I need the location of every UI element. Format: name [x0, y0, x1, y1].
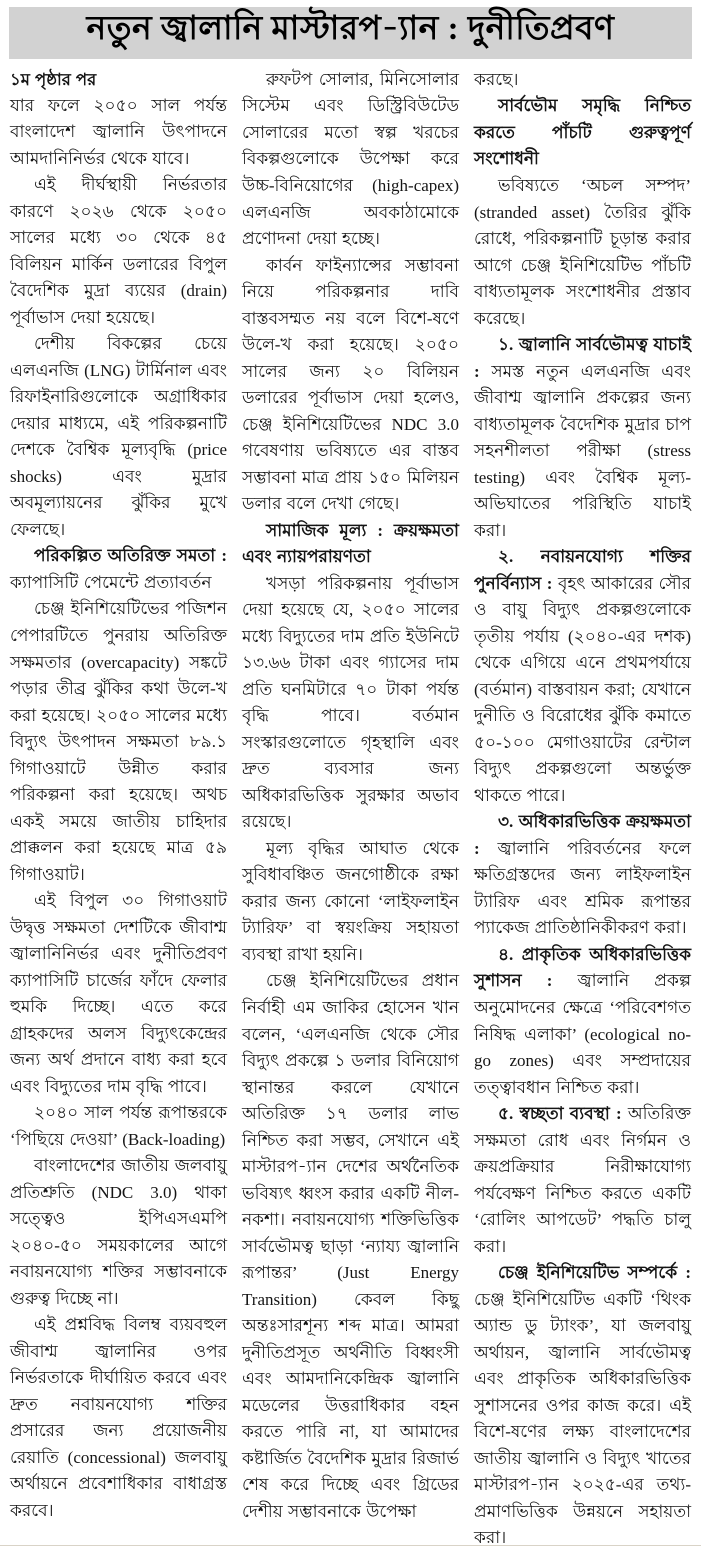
article-paragraph: ৫. স্বচ্ছতা ব্যবস্থা : অতিরিক্ত সক্ষমতা রোধ এবং নির্গমন ও ক্রয়প্রক্রিয়ার নিরীক্ষাযোগ্য পর্যবেক্ষণ নিশ্চিত করতে একটি ‘রোলিং আপডেট’ পদ্ধতি চালু করা। — [474, 1104, 691, 1256]
newspaper-page — [0, 7, 701, 1552]
article-paragraph: বাংলাদেশের জাতীয় জলবায়ু প্রতিশ্রুতি (NDC 3.0) থাকা সত্ত্বেও ইপিএসএমপি ২০৪০-৫০ সময়কালের আগে নবায়নযোগ্য শক্তির সম্ভাবনাকে গুরুত্ব দিচ্ছে না। — [10, 1156, 227, 1308]
section-subhead: সার্বভৌম সমৃদ্ধি নিশ্চিত করতে পাঁচটি গুরুত্বপূর্ণ সংশোধনী — [474, 96, 691, 169]
article-headline: নতুন জ্বালানি মাস্টারপ-্যান : দুনীতিপ্রবণ — [86, 11, 615, 47]
article-paragraph: রুফটপ সোলার, মিনিসোলার সিস্টেম এবং ডিস্ট্রিবিউটেড সোলারের মতো স্বল্প খরচের বিকল্পগুলোকে উপেক্ষা করে উচ্চ-বিনিয়োগের (high-capex) এলএনজি অবকাঠামোকে প্রণোদনা দেয়া হচ্ছে। — [242, 69, 459, 249]
article-paragraph: এই বিপুল ৩০ গিগাওয়াট উদ্বৃত্ত সক্ষমতা দেশটিকে জীবাশ্ম জ্বালানিনির্ভর এবং দুনীতিপ্রবণ ক্যাপাসিটি চার্জের ফাঁদে ফেলার হুমকি দিচ্ছে। এতে করে গ্রাহকদের অলস বিদ্যুৎকেন্দ্রের জন্য অর্থ প্রদানে বাধ্য করা হবে এবং বিদ্যুতের দাম বৃদ্ধি পাবে। — [10, 891, 227, 1096]
article-paragraph: পরিকল্পিত অতিরিক্ত সমতা : ক্যাপাসিটি পেমেন্টে প্রত্যাবর্তন — [10, 546, 227, 592]
paragraph-lead: ১. জ্বালানি সার্বভৌমত্ব যাচাই : — [474, 335, 691, 381]
article-paragraph: এই প্রশ্নবিদ্ধ বিলম্ব ব্যয়বহুল জীবাশ্ম জ্বালানির ওপর নির্ভরতাকে দীর্ঘায়িত করবে এবং দ্রুত নবায়নযোগ্য শক্তির প্রসারের জন্য প্রয়োজনীয় রেয়াতি (concessional) জলবায়ু অর্থায়নে প্রবেশাধিকার বাধাগ্রস্ত করবে। — [10, 1315, 227, 1520]
headline-band — [9, 7, 692, 59]
article-paragraph: ৩. অধিকারভিত্তিক ক্রয়ক্ষমতা : জ্বালানি পরিবর্তনের ফলে ক্ষতিগ্রস্তদের জন্য লাইফলাইন ট্যারিফ এবং শ্রমিক রূপান্তর প্যাকেজ প্রাতিষ্ঠানিকীকরণ করা। — [474, 812, 691, 938]
article-paragraph: যার ফলে ২০৫০ সাল পর্যন্ত বাংলাদেশ জ্বালানি উৎপাদনে আমদানিনির্ভর থেকে যাবে। — [10, 95, 227, 168]
article-paragraph: ৪. প্রাকৃতিক অধিকারভিত্তিক সুশাসন : জ্বালানি প্রকল্প অনুমোদনের ক্ষেত্রে ‘পরিবেশগত নিষিদ্ধ এলাকা’ (ecological no-go zones) এবং সম্প্রদায়ের তত্ত্বাবধান নিশ্চিত করা। — [474, 944, 691, 1097]
article-paragraph: ২. নবায়নযোগ্য শক্তির পুনর্বিন্যাস : বৃহৎ আকারের সৌর ও বায়ু বিদ্যুৎ প্রকল্পগুলোকে তৃতীয় পর্যায় (২০৪০-এর দশক) থেকে এগিয়ে এনে প্রথমপর্যায়ে (বর্তমান) বাস্তবায়ন করা; যেখানে দুনীতি ও বিরোধের ঝুঁকি কমাতে ৫০-১০০ মেগাওয়াটের রেন্টাল বিদ্যুৎ প্রকল্পগুলো অন্তর্ভুক্ত থাকতে পারে। — [474, 547, 691, 805]
continued-from-label: ১ম পৃষ্ঠার পর — [10, 69, 97, 89]
article-paragraph: ভবিষ্যতে ‘অচল সম্পদ’ (stranded asset) তৈরির ঝুঁকি রোধে, পরিকল্পনাটি চূড়ান্ত করার আগে চেঞ্জ ইনিশিয়েটিভ পাঁচটি বাধ্যতামূলক সংশোধনীর প্রস্তাব করেছে। — [474, 176, 691, 328]
article-paragraph: কার্বন ফাইন্যান্সের সম্ভাবনা নিয়ে পরিকল্পনার দাবি বাস্তবসম্মত নয় বলে বিশে-ষণে উলে-খ করা হয়েছে। ২০৫০ সালের জন্য ২০ বিলিয়ন ডলারের পূর্বাভাস দেয়া হলেও, চেঞ্জ ইনিশিয়েটিভের NDC 3.0 গবেষণায় ভবিষ্যতে এর বাস্তব সম্ভাবনা মাত্র প্রায় ১৫০ মিলিয়ন ডলার বলে দেখা গেছে। — [242, 255, 459, 514]
article-paragraph: ২০৪০ সাল পর্যন্ত রূপান্তরকে ‘পিছিয়ে দেওয়া’ (Back-loading) — [10, 1103, 227, 1149]
article-column-1 — [10, 67, 227, 1552]
article-columns — [0, 67, 701, 1552]
paragraph-lead: ৩. অধিকারভিত্তিক ক্রয়ক্ষমতা : — [474, 812, 691, 858]
article-paragraph: চেঞ্জ ইনিশিয়েটিভের প্রধান নির্বাহী এম জাকির হোসেন খান বলেন, ‘এলএনজি থেকে সৌর বিদ্যুৎ প্রকল্পে ১ ডলার বিনিয়োগ স্থানান্তর করলে যেখানে অতিরিক্ত ১৭ ডলার লাভ নিশ্চিত করা সম্ভব, সেখানে এই মাস্টারপ-্যান দেশের অর্থনৈতিক ভবিষ্যৎ ধ্বংস করার একটি নীল-নকশা। নবায়নযোগ্য শক্তিভিত্তিক সার্বভৌমত্ব ছাড়া ‘ন্যায্য জ্বালানি রূপান্তর’ (Just Energy Transition) কেবল কিছু অন্তঃসারশূন্য শব্দ মাত্র। আমরা দুনীতিপ্রসূত অর্থনীতি বিধ্বংসী এবং আমদানিকেন্দ্রিক জ্বালানি মডেলের উত্তরাধিকার বহন করতে পারি না, যা আমাদের কষ্টার্জিত বৈদেশিক মুদ্রার রিজার্ভ শেষ করে দিচ্ছে এবং গ্রিডের দেশীয় সম্ভাবনাকে উপেক্ষা — [242, 971, 459, 1521]
article-paragraph: দেশীয় বিকল্পের চেয়ে এলএনজি (LNG) টার্মিনাল এবং রিফাইনারিগুলোকে অগ্রাধিকার দেয়ার মাধ্যমে, এই পরিকল্পনাটি দেশকে বৈশ্বিক মূল্যবৃদ্ধি (price shocks) এবং মুদ্রার অবমূল্যায়নের ঝুঁকির মুখে ফেলছে। — [10, 334, 227, 539]
paragraph-lead: ৫. স্বচ্ছতা ব্যবস্থা : — [498, 1104, 628, 1124]
article-paragraph: করছে। — [474, 69, 519, 89]
section-subhead: সামাজিক মূল্য : ক্রয়ক্ষমতা এবং ন্যায়পরায়ণতা — [242, 520, 459, 567]
paragraph-lead: পরিকল্পিত অতিরিক্ত সমতা : — [34, 546, 227, 566]
article-paragraph: চেঞ্জ ইনিশিয়েটিভ সম্পর্কে : চেঞ্জ ইনিশিয়েটিভ একটি ‘থিংক অ্যান্ড ডু ট্যাংক’, যা জলবায়ু অর্থায়ন, জ্বালানি সার্বভৌমত্ব এবং প্রাকৃতিক অধিকারভিত্তিক সুশাসনের ওপর কাজ করে। এই বিশে-ষণের লক্ষ্য বাংলাদেশের জাতীয় জ্বালানি ও বিদ্যুৎ খাতের মাস্টারপ-্যান ২০২৫-এর তথ্য-প্রমাণভিত্তিক উন্নয়নে সহায়তা করা। — [474, 1263, 691, 1548]
article-column-2 — [242, 67, 459, 1552]
paragraph-lead: ২. নবায়নযোগ্য শক্তির পুনর্বিন্যাস : — [474, 547, 691, 593]
article-paragraph: চেঞ্জ ইনিশিয়েটিভের পজিশন পেপারটিতে পুনরায় অতিরিক্ত সক্ষমতার (overcapacity) সঙ্কটে পড়ার তীব্র ঝুঁকির কথা উলে-খ করা হয়েছে। ২০৫০ সালের মধ্যে বিদ্যুৎ উৎপাদন সক্ষমতা ৮৯.১ গিগাওয়াটে উন্নীত করার পরিকল্পনা করা হয়েছে। অথচ একই সময়ে জাতীয় চাহিদার প্রাক্কলন করা হয়েছে মাত্র ৫৯ গিগাওয়াট। — [10, 599, 227, 884]
article-paragraph: ১. জ্বালানি সার্বভৌমত্ব যাচাই : সমস্ত নতুন এলএনজি এবং জীবাশ্ম জ্বালানি প্রকল্পের জন্য বাধ্যতামূলক বৈদেশিক মুদ্রার চাপ সহনশীলতা পরীক্ষা (stress testing) এবং বৈশ্বিক মূল্য-অভিঘাতের পরিস্থিতি যাচাই করা। — [474, 335, 691, 540]
bottom-divider — [0, 1545, 701, 1546]
paragraph-lead: চেঞ্জ ইনিশিয়েটিভ সম্পর্কে : — [498, 1263, 691, 1283]
article-paragraph: খসড়া পরিকল্পনায় পূর্বাভাস দেয়া হয়েছে যে, ২০৫০ সালের মধ্যে বিদ্যুতের দাম প্রতি ইউনিটে ১৩.৬৬ টাকা এবং গ্যাসের দাম প্রতি ঘনমিটারে ৭০ টাকা পর্যন্ত বৃদ্ধি পাবে। বর্তমান সংস্কারগুলোতে গৃহস্থালি এবং দ্রুত ব্যবসার জন্য অধিকারভিত্তিক সুরক্ষার অভাব রয়েছে। — [242, 573, 459, 832]
article-paragraph: মূল্য বৃদ্ধির আঘাত থেকে সুবিধাবঞ্চিত জনগোষ্ঠীকে রক্ষা করার জন্য কোনো ‘লাইফলাইন ট্যারিফ’ বা স্বয়ংক্রিয় সহায়তা ব্যবস্থা রাখা হয়নি। — [242, 838, 459, 964]
article-paragraph: এই দীর্ঘস্থায়ী নির্ভরতার কারণে ২০২৬ থেকে ২০৫০ সালের মধ্যে ৩০ থেকে ৪৫ বিলিয়ন মার্কিন ডলারের বিপুল বৈদেশিক মুদ্রা ব্যয়ের (drain) পূর্বাভাস দেয়া হয়েছে। — [10, 175, 227, 327]
article-column-3 — [474, 67, 691, 1552]
paragraph-lead: ৪. প্রাকৃতিক অধিকারভিত্তিক সুশাসন : — [474, 944, 691, 991]
